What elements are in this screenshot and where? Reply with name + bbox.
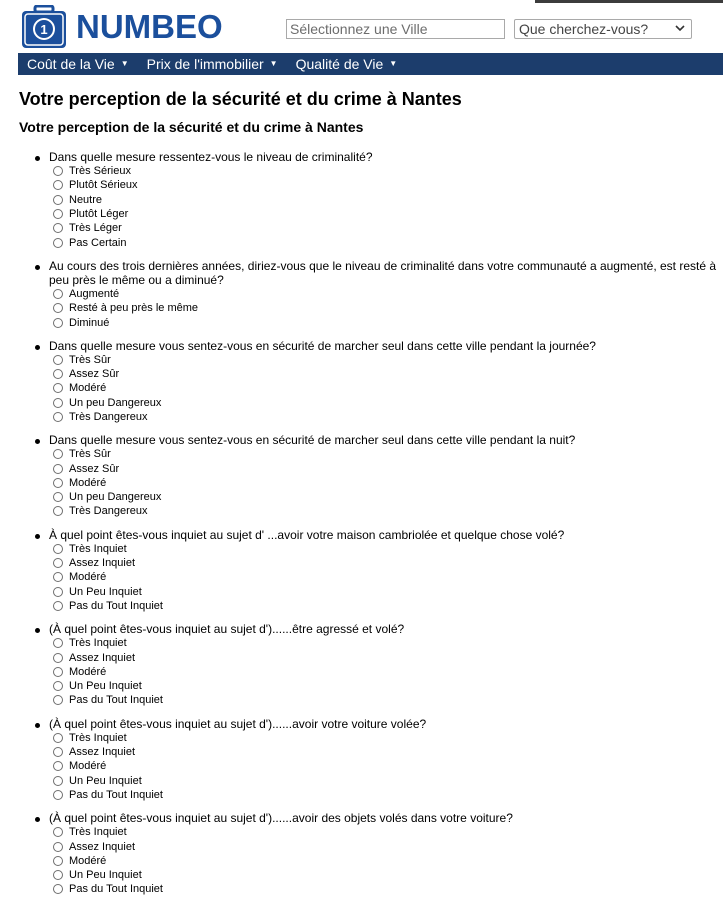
option-label: Neutre [69, 193, 103, 206]
answer-option[interactable] [49, 353, 723, 367]
caret-down-icon: ▼ [269, 59, 278, 68]
answer-option[interactable] [49, 178, 723, 192]
radio-button[interactable] [53, 464, 63, 474]
option-label: Un peu Dangereux [69, 396, 162, 409]
numbeo-logo[interactable] [20, 5, 223, 49]
question-text: Dans quelle mesure vous sentez-vous en sécurité de marcher seul dans cette ville pendant la journée? [49, 338, 596, 353]
search-category-select[interactable] [514, 19, 692, 39]
nav-item-label: Coût de la Vie [27, 56, 115, 72]
option-label: Assez Sûr [69, 368, 120, 381]
answer-option[interactable] [49, 825, 723, 839]
header [0, 0, 723, 52]
radio-button[interactable] [53, 383, 63, 393]
option-label: Modéré [69, 382, 107, 395]
option-label: Plutôt Léger [69, 208, 129, 221]
answer-option[interactable] [49, 636, 723, 650]
radio-button[interactable] [53, 166, 63, 176]
radio-button[interactable] [53, 289, 63, 299]
page-title: Votre perception de la sécurité et du crime à Nantes [19, 89, 462, 109]
option-label: Très Inquiet [69, 731, 127, 744]
radio-button[interactable] [53, 747, 63, 757]
question-text: Dans quelle mesure vous sentez-vous en sécurité de marcher seul dans cette ville pendant la nuit? [49, 433, 576, 448]
survey-question [19, 433, 723, 518]
radio-button[interactable] [53, 180, 63, 190]
option-label: Très Inquiet [69, 637, 127, 650]
survey-question [19, 528, 723, 613]
nav-item-label: Qualité de Vie [295, 56, 384, 72]
option-label: Assez Inquiet [69, 557, 136, 570]
option-label: Un peu Dangereux [69, 491, 162, 504]
radio-button[interactable] [53, 223, 63, 233]
radio-button[interactable] [53, 492, 63, 502]
radio-button[interactable] [53, 449, 63, 459]
answer-option[interactable] [49, 599, 723, 613]
caret-down-icon: ▼ [120, 59, 129, 68]
answer-option[interactable] [49, 367, 723, 381]
answer-option[interactable] [49, 650, 723, 664]
question-text: Dans quelle mesure ressentez-vous le niveau de criminalité? [49, 150, 373, 164]
answer-option[interactable] [49, 570, 723, 584]
radio-button[interactable] [53, 601, 63, 611]
option-label: Très Sûr [69, 353, 111, 366]
answer-option[interactable] [49, 731, 723, 745]
question-text: Au cours des trois dernières années, diriez-vous que le niveau de criminalité dans votre communauté a augmenté, est resté à peu près le même ou a diminué? [49, 258, 717, 287]
answer-option[interactable] [49, 447, 723, 461]
option-label: Un Peu Inquiet [69, 869, 142, 882]
option-label: Assez Inquiet [69, 746, 136, 759]
radio-button[interactable] [53, 653, 63, 663]
suitcase-logo-icon [20, 5, 68, 49]
option-label: Assez Sûr [69, 462, 120, 475]
survey-questions [19, 150, 723, 897]
question-text: (À quel point êtes-vous inquiet au sujet d')......être agressé et volé? [49, 622, 405, 637]
nav-item-label: Prix de l'immobilier [146, 56, 264, 72]
option-label: Très Dangereux [69, 411, 148, 423]
option-label: Assez Inquiet [69, 651, 136, 664]
option-label: Pas du Tout Inquiet [69, 788, 163, 801]
option-label: Très Inquiet [69, 542, 127, 555]
answer-option[interactable] [49, 774, 723, 788]
radio-button[interactable] [53, 355, 63, 365]
answer-option[interactable] [49, 301, 723, 315]
radio-button[interactable] [53, 790, 63, 800]
radio-button[interactable] [53, 733, 63, 743]
option-label: Très Dangereux [69, 505, 148, 518]
page-subtitle: Votre perception de la sécurité et du crime à Nantes [19, 119, 364, 135]
survey-question [19, 717, 723, 802]
city-search-input[interactable] [286, 19, 505, 39]
answer-option[interactable] [49, 381, 723, 395]
option-label: Assez Inquiet [69, 840, 136, 853]
option-label: Pas du Tout Inquiet [69, 599, 163, 612]
nav-quality-of-life[interactable] [287, 53, 407, 75]
option-label: Très Léger [69, 222, 122, 235]
answer-option[interactable] [49, 504, 723, 518]
radio-button[interactable] [53, 856, 63, 866]
radio-button[interactable] [53, 870, 63, 880]
option-label: Modéré [69, 476, 107, 489]
option-label: Pas du Tout Inquiet [69, 883, 163, 896]
chevron-down-icon [674, 22, 686, 34]
radio-button[interactable] [53, 318, 63, 328]
option-label: Modéré [69, 665, 107, 678]
option-label: Augmenté [69, 287, 120, 300]
radio-button[interactable] [53, 761, 63, 771]
radio-button[interactable] [53, 587, 63, 597]
nav-property-prices[interactable] [138, 53, 287, 75]
question-text: (À quel point êtes-vous inquiet au sujet d')......avoir votre voiture volée? [49, 716, 427, 731]
answer-option[interactable] [49, 556, 723, 570]
option-label: Modéré [69, 760, 107, 773]
answer-option[interactable] [49, 235, 723, 249]
option-label: Très Sérieux [69, 165, 131, 178]
answer-option[interactable] [49, 221, 723, 235]
radio-button[interactable] [53, 209, 63, 219]
option-label: Un Peu Inquiet [69, 680, 142, 693]
caret-down-icon: ▼ [389, 59, 398, 68]
answer-option[interactable] [49, 882, 723, 896]
answer-option[interactable] [49, 490, 723, 504]
answer-option[interactable] [49, 315, 723, 329]
radio-button[interactable] [53, 827, 63, 837]
answer-option[interactable] [49, 745, 723, 759]
answer-option[interactable] [49, 693, 723, 707]
svg-text:1: 1 [40, 22, 48, 37]
radio-button[interactable] [53, 695, 63, 705]
radio-button[interactable] [53, 478, 63, 488]
radio-button[interactable] [53, 681, 63, 691]
answer-option[interactable] [49, 585, 723, 599]
answer-option[interactable] [49, 396, 723, 410]
answer-option[interactable] [49, 193, 723, 207]
answer-option[interactable] [49, 461, 723, 475]
radio-button[interactable] [53, 398, 63, 408]
radio-button[interactable] [53, 369, 63, 379]
option-label: Modéré [69, 571, 107, 584]
answer-option[interactable] [49, 542, 723, 556]
option-label: Resté à peu près le même [69, 302, 199, 315]
radio-button[interactable] [53, 558, 63, 568]
answer-option[interactable] [49, 788, 723, 802]
answer-option[interactable] [49, 679, 723, 693]
answer-option[interactable] [49, 287, 723, 301]
radio-button[interactable] [53, 195, 63, 205]
radio-button[interactable] [53, 638, 63, 648]
main-content [19, 88, 723, 906]
option-label: Un Peu Inquiet [69, 774, 142, 787]
radio-button[interactable] [53, 303, 63, 313]
nav-cost-of-living[interactable] [18, 53, 138, 75]
answer-option[interactable] [49, 410, 723, 424]
radio-button[interactable] [53, 842, 63, 852]
option-label: Pas Certain [69, 236, 127, 249]
answer-option[interactable] [49, 759, 723, 773]
radio-button[interactable] [53, 572, 63, 582]
logo-text: NUMBEO [76, 8, 223, 45]
option-label: Modéré [69, 854, 107, 867]
answer-option[interactable] [49, 164, 723, 178]
radio-button[interactable] [53, 544, 63, 554]
answer-option[interactable] [49, 839, 723, 853]
radio-button[interactable] [53, 667, 63, 677]
question-text: (À quel point êtes-vous inquiet au sujet d')......avoir des objets volés dans votre voiture? [49, 811, 513, 826]
radio-button[interactable] [53, 884, 63, 894]
radio-button[interactable] [53, 506, 63, 516]
survey-question [19, 150, 723, 250]
option-label: Plutôt Sérieux [69, 179, 138, 192]
option-label: Très Sûr [69, 448, 111, 461]
option-label: Très Inquiet [69, 826, 127, 839]
answer-option[interactable] [49, 854, 723, 868]
radio-button[interactable] [53, 776, 63, 786]
main-navbar [18, 53, 723, 75]
survey-question [19, 339, 723, 424]
answer-option[interactable] [49, 665, 723, 679]
answer-option[interactable] [49, 868, 723, 882]
option-label: Pas du Tout Inquiet [69, 694, 163, 707]
radio-button[interactable] [53, 412, 63, 422]
survey-question [19, 259, 723, 330]
answer-option[interactable] [49, 476, 723, 490]
answer-option[interactable] [49, 207, 723, 221]
search-select-value: Que cherchez-vous? [519, 21, 649, 37]
question-text: À quel point êtes-vous inquiet au sujet d' ...avoir votre maison cambriolée et quelque chose volé? [49, 527, 565, 542]
option-label: Un Peu Inquiet [69, 585, 142, 598]
survey-question [19, 622, 723, 707]
radio-button[interactable] [53, 238, 63, 248]
option-label: Diminué [69, 316, 110, 329]
survey-question [19, 811, 723, 896]
